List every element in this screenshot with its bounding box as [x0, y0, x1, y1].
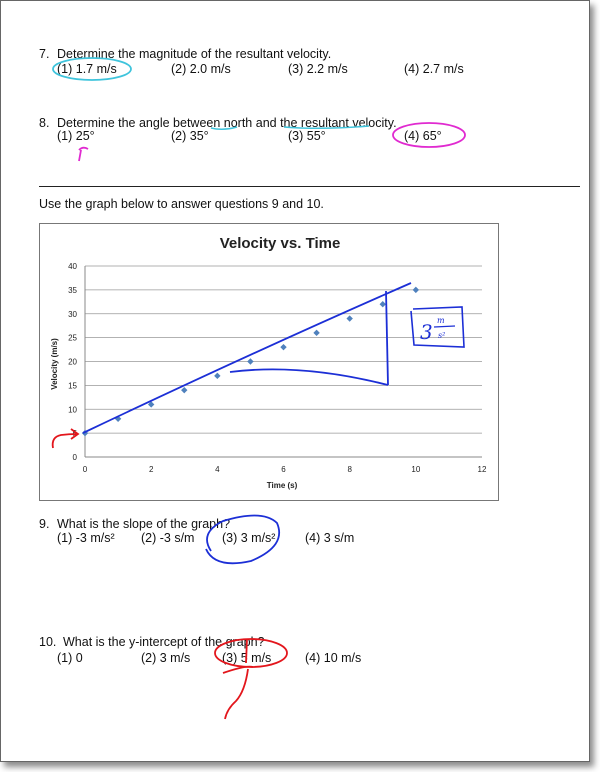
q9-option-1[interactable]: (1) -3 m/s²: [57, 531, 115, 545]
velocity-time-chart: [39, 223, 499, 501]
data-point: [280, 344, 286, 350]
q8-number: 8.: [39, 116, 50, 130]
q10-number: 10.: [39, 635, 57, 649]
y-tick-label: 30: [68, 309, 77, 319]
data-point: [214, 373, 220, 379]
data-point: [380, 301, 386, 307]
data-point: [181, 387, 187, 393]
slope-note-unit-top: m: [437, 316, 445, 325]
q9-option-3[interactable]: (3) 3 m/s²: [222, 531, 276, 545]
q7-option-2[interactable]: (2) 2.0 m/s: [171, 62, 231, 76]
data-point: [247, 358, 253, 364]
x-tick-label: 4: [215, 465, 220, 474]
y-tick-label: 5: [72, 429, 77, 439]
slope-note-unit-bottom: s²: [438, 331, 446, 340]
chart-title: Velocity vs. Time: [219, 235, 341, 252]
y-tick-labels: [68, 262, 77, 462]
data-point: [115, 416, 121, 422]
slope-note-value: 3: [420, 320, 433, 344]
q7-question: Determine the magnitude of the resultant velocity.: [57, 47, 332, 61]
q8-option-4[interactable]: (4) 65°: [404, 129, 442, 143]
q9-option-2[interactable]: (2) -3 s/m: [141, 531, 195, 545]
chart-gridlines: [85, 266, 482, 457]
y-tick-label: 10: [68, 405, 77, 415]
q7-number: 7.: [39, 47, 50, 61]
y-tick-label: 25: [68, 333, 77, 343]
q9-question: What is the slope of the graph?: [57, 517, 231, 531]
q9-number: 9.: [39, 517, 50, 531]
y-tick-label: 0: [72, 453, 77, 462]
x-tick-label: 8: [347, 465, 352, 474]
q8-option-3[interactable]: (3) 55°: [288, 129, 326, 143]
q7-option-4[interactable]: (4) 2.7 m/s: [404, 62, 464, 76]
q8-option-2[interactable]: (2) 35°: [171, 129, 209, 143]
y-tick-label: 20: [68, 357, 77, 367]
q10-question: What is the y-intercept of the graph?: [63, 635, 265, 649]
x-tick-label: 6: [281, 465, 286, 474]
chart-svg: [40, 224, 500, 502]
x-tick-label: 10: [411, 465, 421, 474]
data-point: [148, 401, 154, 407]
data-point: [82, 430, 88, 436]
q10-option-1[interactable]: (1) 0: [57, 651, 83, 665]
q8-question: Determine the angle between north and the resultant velocity.: [57, 116, 397, 130]
y-tick-label: 40: [68, 262, 77, 271]
x-tick-labels: [83, 465, 487, 474]
x-tick-label: 2: [148, 465, 154, 474]
y-axis-label: Velocity (m/s): [50, 338, 59, 390]
data-point: [313, 330, 319, 336]
data-point: [346, 315, 352, 321]
q10-option-4[interactable]: (4) 10 m/s: [305, 651, 362, 665]
q8-pink-mark: [79, 148, 88, 161]
q7-option-1[interactable]: (1) 1.7 m/s: [57, 62, 117, 76]
graph-instruction: Use the graph below to answer questions 9 and 10.: [39, 197, 324, 211]
q8-option-1[interactable]: (1) 25°: [57, 129, 95, 143]
q10-option-2[interactable]: (2) 3 m/s: [141, 651, 191, 665]
y-tick-label: 15: [68, 381, 77, 391]
q7-option-3[interactable]: (3) 2.2 m/s: [288, 62, 348, 76]
x-tick-label: 12: [477, 465, 487, 474]
data-point: [413, 287, 419, 293]
x-axis-label: Time (s): [266, 481, 298, 490]
y-tick-label: 35: [68, 285, 77, 295]
q9-option-4[interactable]: (4) 3 s/m: [305, 531, 355, 545]
x-tick-label: 0: [82, 465, 88, 474]
section-divider: [39, 186, 580, 187]
q10-option-3[interactable]: (3) 5 m/s: [222, 651, 272, 665]
